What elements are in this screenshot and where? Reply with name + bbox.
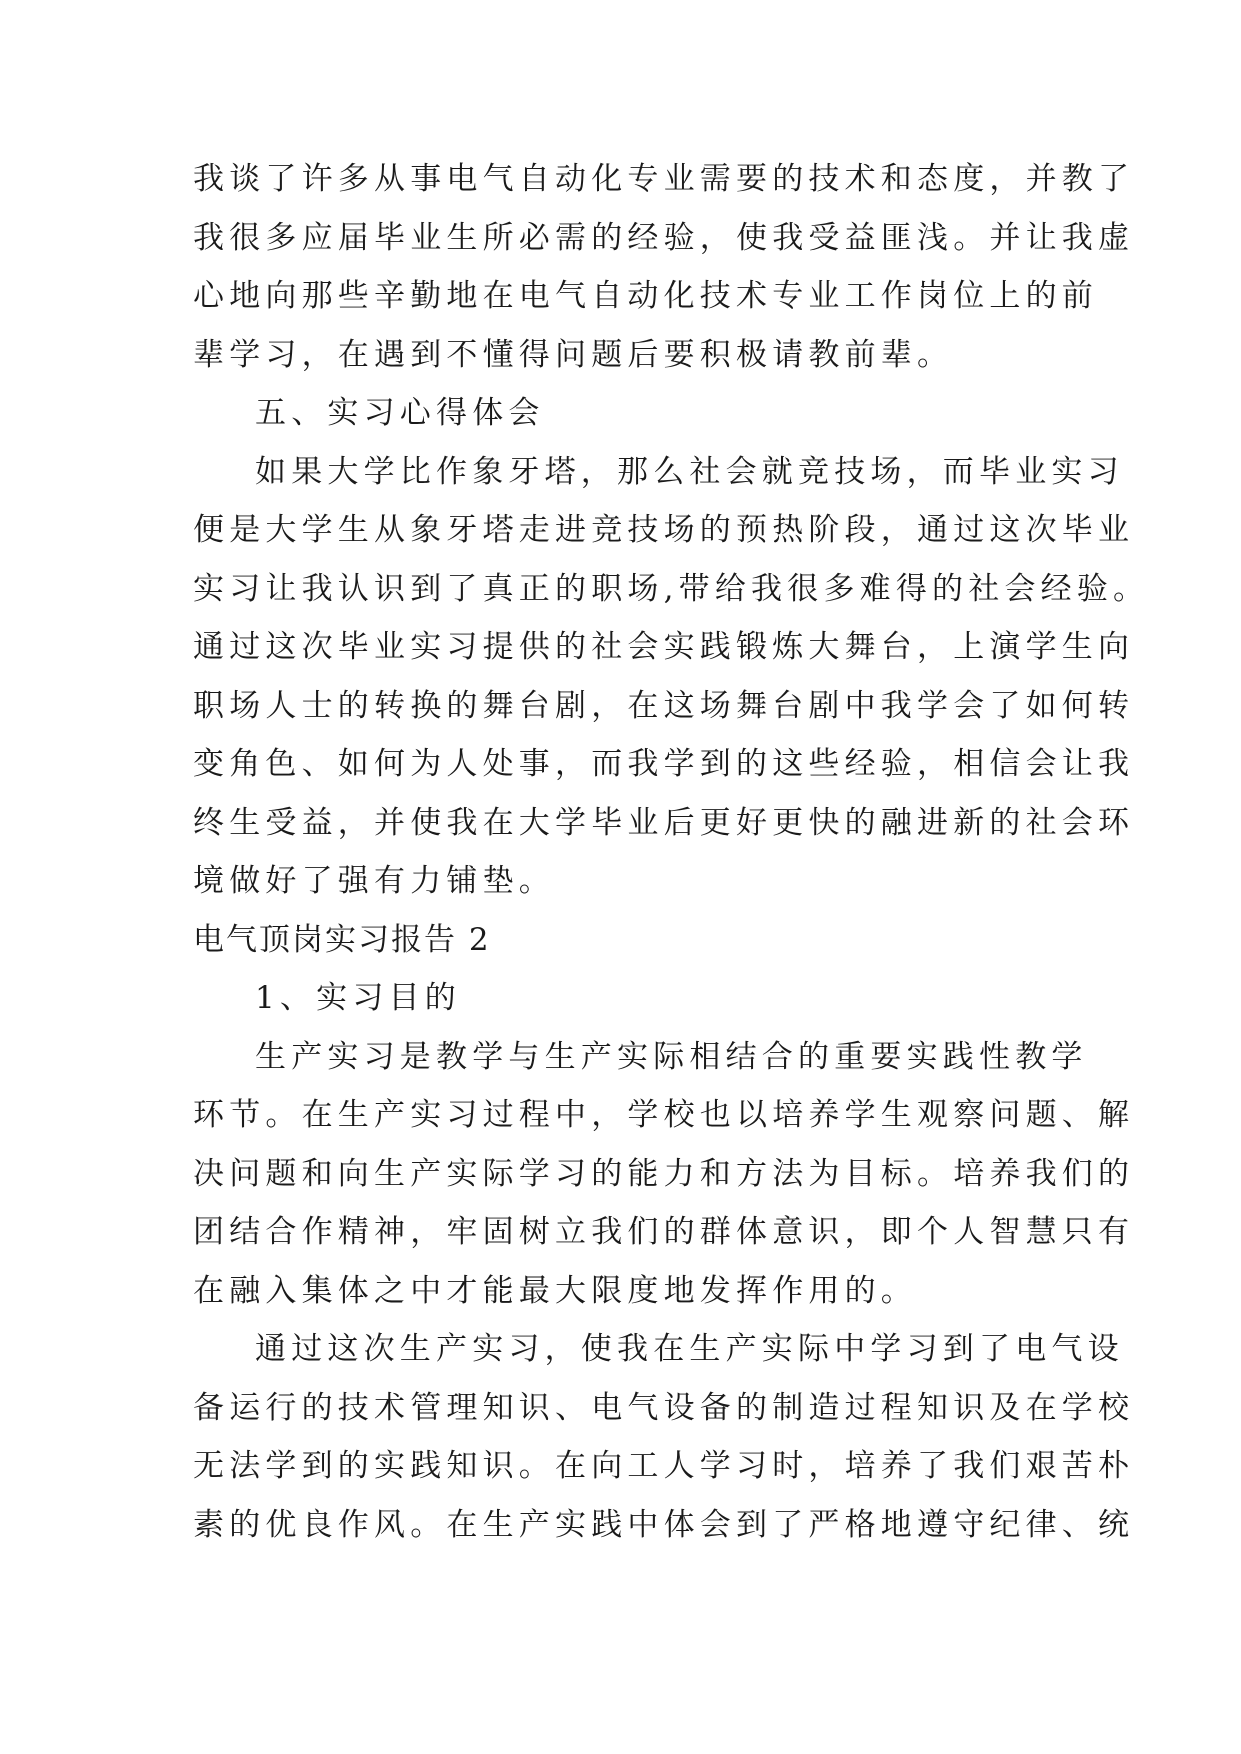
body-text-line: 决问题和向生产实际学习的能力和方法为目标。培养我们的 <box>193 1155 1135 1192</box>
body-text-line: 我很多应届毕业生所必需的经验，使我受益匪浅。并让我虚 <box>193 219 1135 256</box>
body-text-line: 我谈了许多从事电气自动化专业需要的技术和态度，并教了 <box>193 161 1135 197</box>
body-text-line: 无法学到的实践知识。在向工人学习时，培养了我们艰苦朴 <box>193 1448 1135 1484</box>
body-text-line: 通过这次毕业实习提供的社会实践锻炼大舞台，上演学生向 <box>193 629 1135 665</box>
body-text-line: 生产实习是教学与生产实际相结合的重要实践性教学 <box>255 1038 1088 1075</box>
body-text-line: 职场人士的转换的舞台剧，在这场舞台剧中我学会了如何转 <box>193 687 1135 724</box>
body-text-line: 便是大学生从象牙塔走进竞技场的预热阶段，通过这次毕业 <box>193 512 1135 548</box>
document-page <box>193 150 1150 1554</box>
body-text-line: 在融入集体之中才能最大限度地发挥作用的。 <box>193 1272 917 1309</box>
body-text-line: 境做好了强有力铺垫。 <box>193 863 555 899</box>
body-text-line: 素的优良作风。在生产实践中体会到了严格地遵守纪律、统 <box>193 1506 1135 1543</box>
section-heading: 1、实习目的 <box>255 980 461 1016</box>
body-text-line: 通过这次生产实习，使我在生产实际中学习到了电气设 <box>255 1331 1124 1367</box>
body-text-line: 团结合作精神，牢固树立我们的群体意识，即个人智慧只有 <box>193 1214 1135 1250</box>
body-text-line: 备运行的技术管理知识、电气设备的制造过程知识及在学校 <box>193 1389 1135 1426</box>
body-text-line: 心地向那些辛勤地在电气自动化技术专业工作岗位上的前 <box>193 278 1098 314</box>
body-text-line: 实习让我认识到了真正的职场,带给我很多难得的社会经验。 <box>193 570 1150 607</box>
body-text-line: 如果大学比作象牙塔，那么社会就竞技场，而毕业实习 <box>255 453 1124 490</box>
body-text-line: 变角色、如何为人处事，而我学到的这些经验，相信会让我 <box>193 746 1135 782</box>
body-text-line: 辈学习，在遇到不懂得问题后要积极请教前辈。 <box>193 336 954 373</box>
body-text-line: 环节。在生产实习过程中，学校也以培养学生观察问题、解 <box>193 1097 1135 1133</box>
section-heading: 五、实习心得体会 <box>255 395 545 431</box>
body-text-line: 终生受益，并使我在大学毕业后更好更快的融进新的社会环 <box>193 804 1135 841</box>
report-title: 电气顶岗实习报告 2 <box>193 921 491 958</box>
